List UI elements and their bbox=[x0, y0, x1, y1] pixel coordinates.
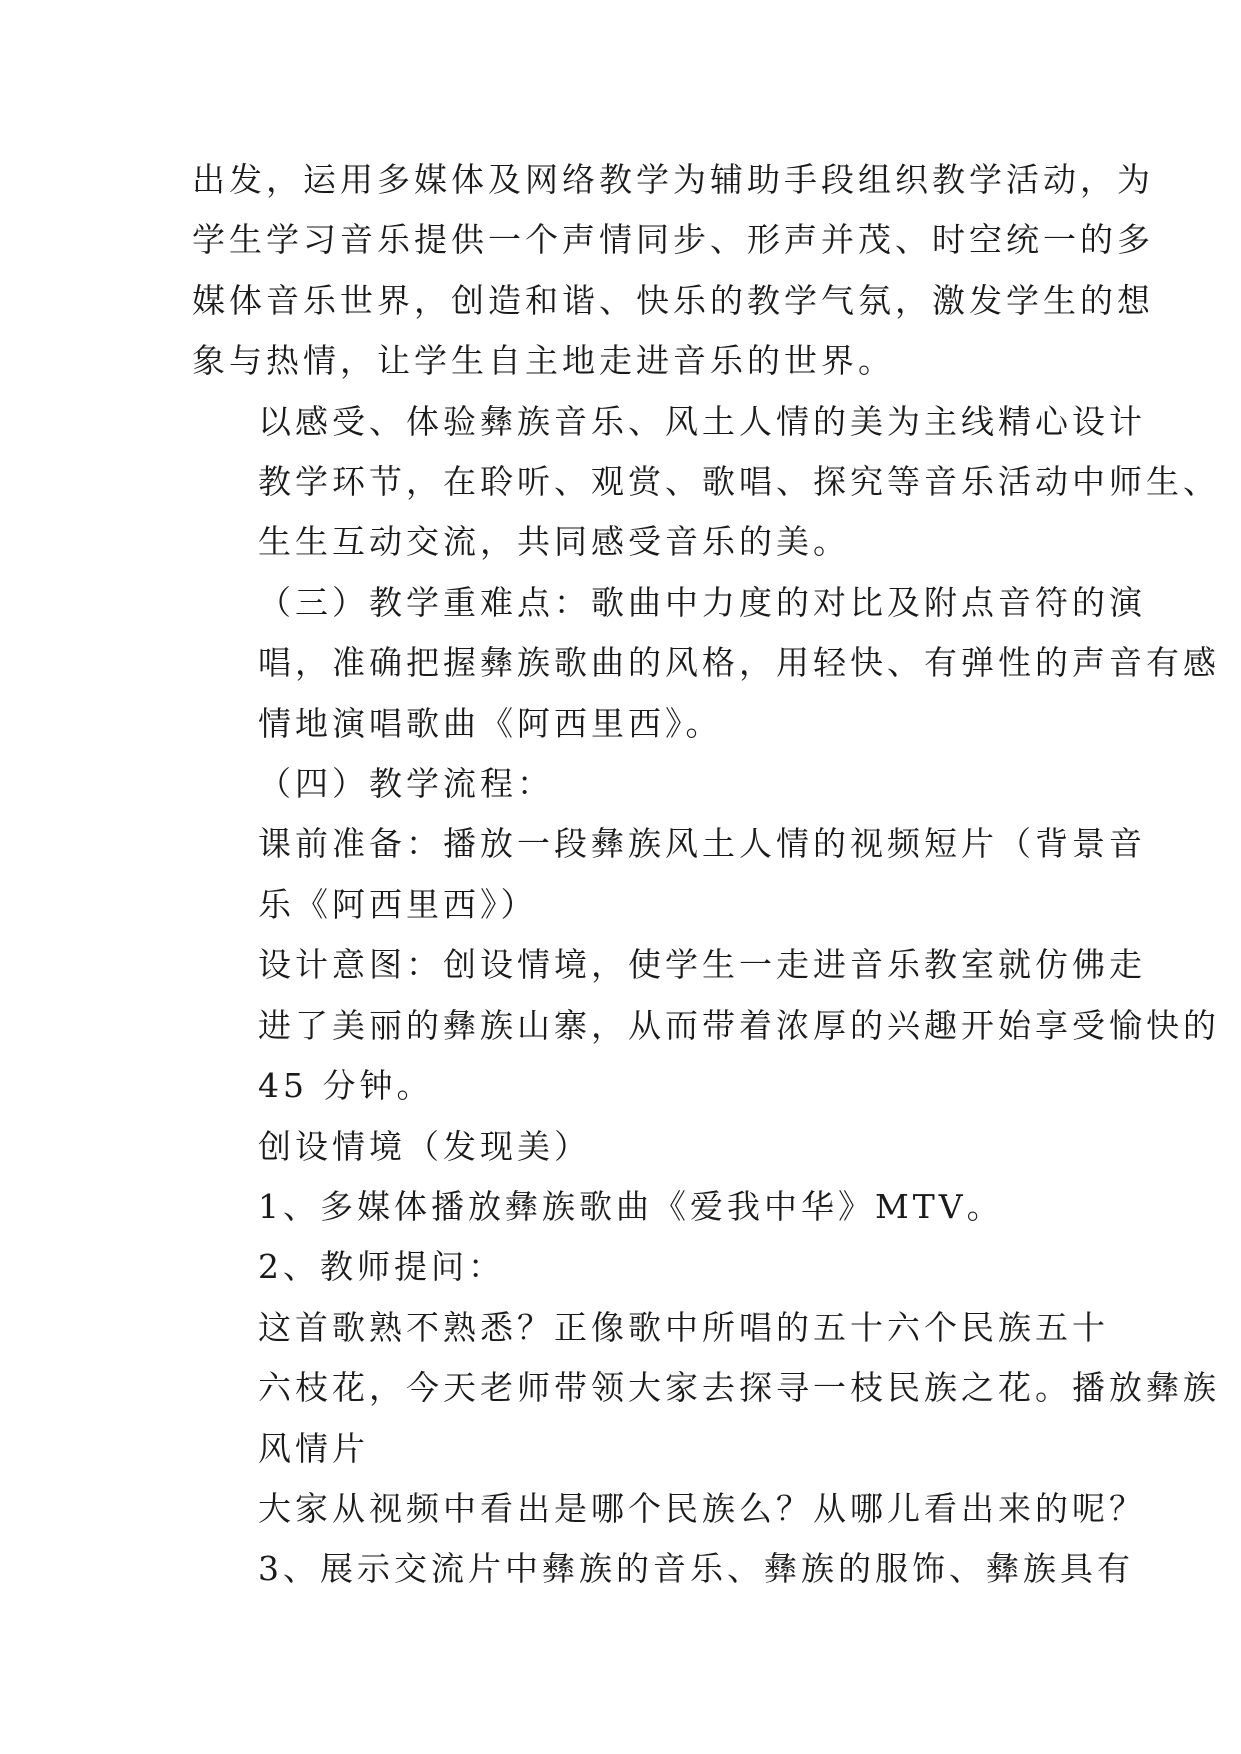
text-line: 乐《阿西里西》） bbox=[258, 884, 538, 924]
text-line: 设计意图：创设情境，使学生一走进音乐教室就仿佛走 bbox=[258, 945, 1146, 985]
list-item-2 bbox=[192, 1237, 1072, 1297]
paragraph-design-intent bbox=[192, 935, 1220, 1116]
section-heading-create-context bbox=[192, 1117, 1072, 1177]
text-line: 六枝花，今天老师带领大家去探寻一枝民族之花。播放彝族 bbox=[258, 1368, 1220, 1408]
text-line: 生生互动交流，共同感受音乐的美。 bbox=[258, 522, 850, 562]
paragraph-preparation bbox=[192, 814, 1146, 935]
paragraph-design-mainline bbox=[192, 392, 1220, 573]
paragraph-intro-continuation bbox=[192, 150, 1154, 392]
text-line: 1、多媒体播放彝族歌曲《爱我中华》MTV。 bbox=[258, 1186, 1004, 1226]
text-line: 3、展示交流片中彝族的音乐、彝族的服饰、彝族具有 bbox=[258, 1549, 1134, 1589]
text-line: （四）教学流程： bbox=[258, 764, 554, 804]
text-line: 媒体音乐世界，创造和谐、快乐的教学气氛，激发学生的想 bbox=[192, 280, 1154, 320]
paragraph-teacher-question bbox=[192, 1298, 1220, 1479]
text-line: 以感受、体验彝族音乐、风土人情的美为主线精心设计 bbox=[258, 401, 1146, 441]
text-line: 情地演唱歌曲《阿西里西》。 bbox=[258, 703, 723, 743]
document-body bbox=[192, 150, 1220, 1600]
text-line: 出发，运用多媒体及网络教学为辅助手段组织教学活动，为 bbox=[192, 160, 1154, 199]
paragraph-follow-up-question bbox=[192, 1479, 1146, 1539]
text-line: 象与热情，让学生自主地走进音乐的世界。 bbox=[192, 341, 895, 381]
text-line: 唱，准确把握彝族歌曲的风格，用轻快、有弹性的声音有感 bbox=[258, 643, 1220, 683]
text-line: 风情片 bbox=[258, 1428, 369, 1468]
text-line: 45 分钟。 bbox=[258, 1066, 434, 1106]
text-line: 创设情境（发现美） bbox=[258, 1126, 591, 1166]
list-item-3 bbox=[192, 1539, 1134, 1599]
paragraph-key-difficulties bbox=[192, 573, 1220, 754]
list-item-1 bbox=[192, 1177, 1072, 1237]
text-line: 进了美丽的彝族山寨，从而带着浓厚的兴趣开始享受愉快的 bbox=[258, 1005, 1220, 1045]
text-line: （三）教学重难点：歌曲中力度的对比及附点音符的演 bbox=[258, 582, 1146, 622]
text-line: 学生学习音乐提供一个声情同步、形声并茂、时空统一的多 bbox=[192, 220, 1154, 260]
text-line: 教学环节，在聆听、观赏、歌唱、探究等音乐活动中师生、 bbox=[258, 462, 1220, 502]
text-line: 这首歌熟不熟悉？正像歌中所唱的五十六个民族五十 bbox=[258, 1307, 1109, 1347]
text-line: 2、教师提问： bbox=[258, 1247, 505, 1287]
section-heading-teaching-process bbox=[192, 754, 1072, 814]
text-line: 课前准备：播放一段彝族风土人情的视频短片（背景音 bbox=[258, 824, 1146, 864]
text-line: 大家从视频中看出是哪个民族么？从哪儿看出来的呢？ bbox=[258, 1488, 1146, 1528]
